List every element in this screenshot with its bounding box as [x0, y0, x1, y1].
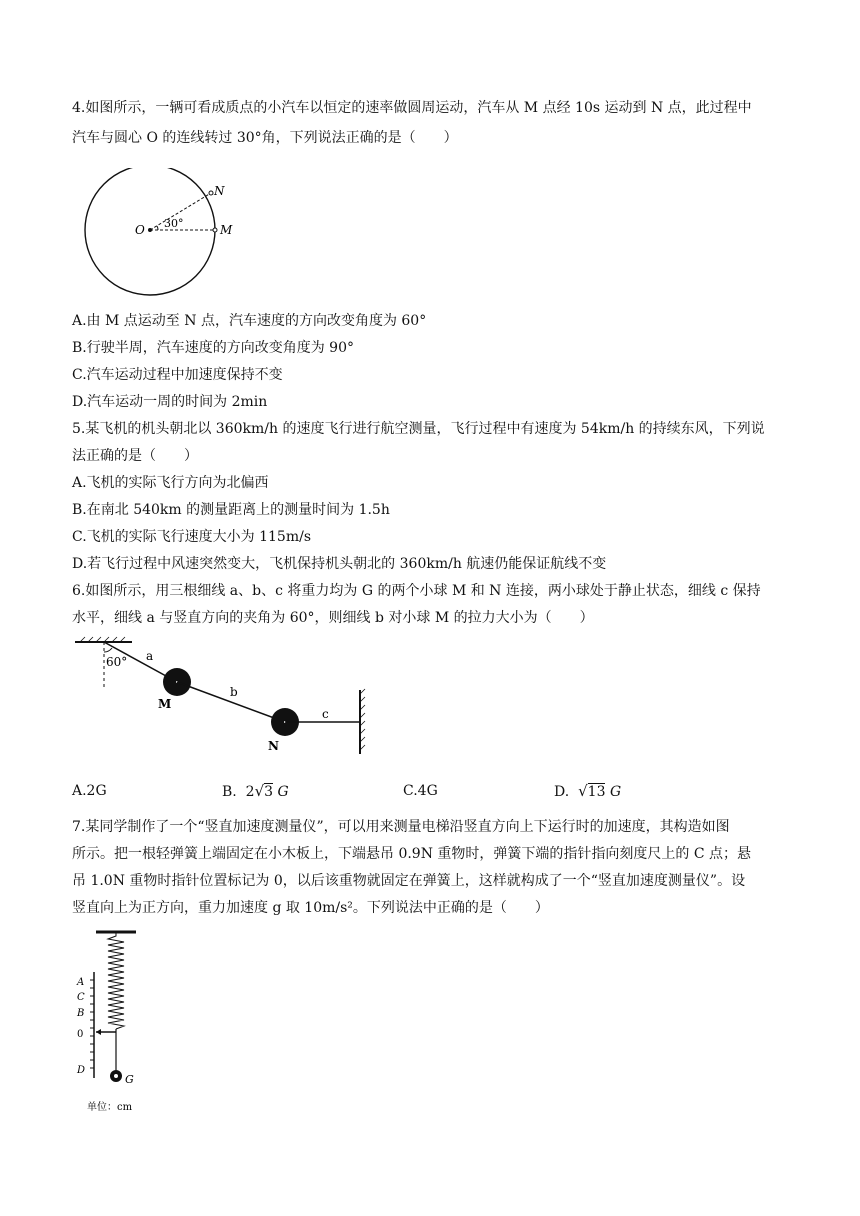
option-d-root: 13	[587, 784, 606, 800]
label-N: N	[268, 739, 279, 753]
q5-option-b: B.在南北 540km 的测量距离上的测量时间为 1.5h	[72, 502, 390, 518]
q7-stem-line1: 7.某同学制作了一个“竖直加速度测量仪”，可以用来测量电梯沿竖直方向上下运行时的加速度，其构造如图	[72, 819, 730, 835]
q7-spring-figure	[72, 928, 172, 1118]
option-d-prefix: D.	[554, 784, 570, 800]
tick-0: 0	[77, 1029, 84, 1040]
q7-stem-line4: 竖直向上为正方向，重力加速度 g 取 10m/s²。下列说法中正确的是（ ）	[72, 900, 549, 916]
label-G: G	[125, 1073, 134, 1086]
label-c: c	[322, 707, 329, 721]
angle-arc	[104, 648, 112, 652]
q4-stem-line2: 汽车与圆心 O 的连线转过 30°角，下列说法正确的是（ ）	[72, 130, 458, 146]
label-M: M	[158, 697, 172, 711]
option-b-unit: G	[277, 784, 289, 800]
unit-label: 单位：cm	[87, 1102, 133, 1113]
q6-option-c: C.4G	[403, 783, 438, 799]
q4-option-a: A.由 M 点运动至 N 点，汽车速度的方向改变角度为 60°	[72, 313, 427, 329]
label-angle: 60°	[106, 655, 128, 669]
q5-option-c: C.飞机的实际飞行速度大小为 115m/s	[72, 529, 312, 545]
q5-option-d: D.若飞行过程中风速突然变大，飞机保持机头朝北的 360km/h 航速仍能保证航线不变	[72, 556, 607, 572]
sqrt-icon: √	[578, 782, 588, 800]
label-a: a	[146, 649, 154, 663]
arrow-left-icon	[96, 1029, 101, 1035]
q4-stem-line1: 4.如图所示，一辆可看成质点的小汽车以恒定的速率做圆周运动，汽车从 M 点经 10s 运动到 N 点，此过程中	[72, 100, 752, 116]
tick-C: C	[77, 992, 85, 1003]
option-d-unit: G	[609, 784, 622, 800]
q6-stem-line2: 水平，细线 a 与竖直方向的夹角为 60°，则细线 b 对小球 M 的拉力大小为（ ）	[72, 610, 594, 626]
q6-option-d	[554, 781, 621, 802]
q4-circle-figure	[80, 168, 250, 298]
q4-option-c: C.汽车运动过程中加速度保持不变	[72, 367, 283, 383]
option-b-prefix: B.	[222, 784, 237, 800]
q6-option-b	[222, 781, 289, 802]
q5-option-a: A.飞机的实际飞行方向为北偏西	[72, 475, 269, 491]
option-b-root: 3	[264, 784, 274, 800]
sqrt-icon: √	[254, 782, 265, 800]
spring	[108, 932, 124, 1029]
tick-B: B	[77, 1008, 85, 1019]
point-O	[148, 228, 152, 232]
label-O: O	[135, 223, 145, 237]
point-N	[209, 191, 213, 195]
q5-stem-line2: 法正确的是（ ）	[72, 448, 198, 464]
q6-option-a: A.2G	[72, 783, 107, 799]
angle-arc	[157, 226, 158, 230]
q5-stem-line1: 5.某飞机的机头朝北以 360km/h 的速度飞行进行航空测量，飞行过程中有速度为 54km/h 的持续东风，下列说	[72, 421, 765, 437]
label-N: N	[214, 184, 225, 198]
q6-stem-line1: 6.如图所示，用三根细线 a、b、c 将重力均为 G 的两个小球 M 和 N 连接，两小球处于静止状态，细线 c 保持	[72, 583, 761, 599]
q7-stem-line2: 所示。把一根轻弹簧上端固定在小木板上，下端悬吊 0.9N 重物时，弹簧下端的指针指向刻度尺上的 C 点；悬	[72, 846, 752, 862]
label-b: b	[230, 685, 238, 699]
tick-D: D	[77, 1065, 86, 1076]
q7-stem-line3: 吊 1.0N 重物时指针位置标记为 0，以后该重物就固定在弹簧上，这样就构成了一个“竖直加速度测量仪”。设	[72, 873, 746, 889]
option-b-coef: 2	[245, 784, 255, 800]
point-M	[213, 228, 217, 232]
q6-string-figure	[72, 636, 372, 756]
label-M: M	[220, 223, 233, 237]
tick-A: A	[77, 977, 85, 988]
q4-option-b: B.行驶半周，汽车速度的方向改变角度为 90°	[72, 340, 355, 356]
q4-option-d: D.汽车运动一周的时间为 2min	[72, 394, 268, 410]
label-angle: 30°	[164, 217, 184, 230]
